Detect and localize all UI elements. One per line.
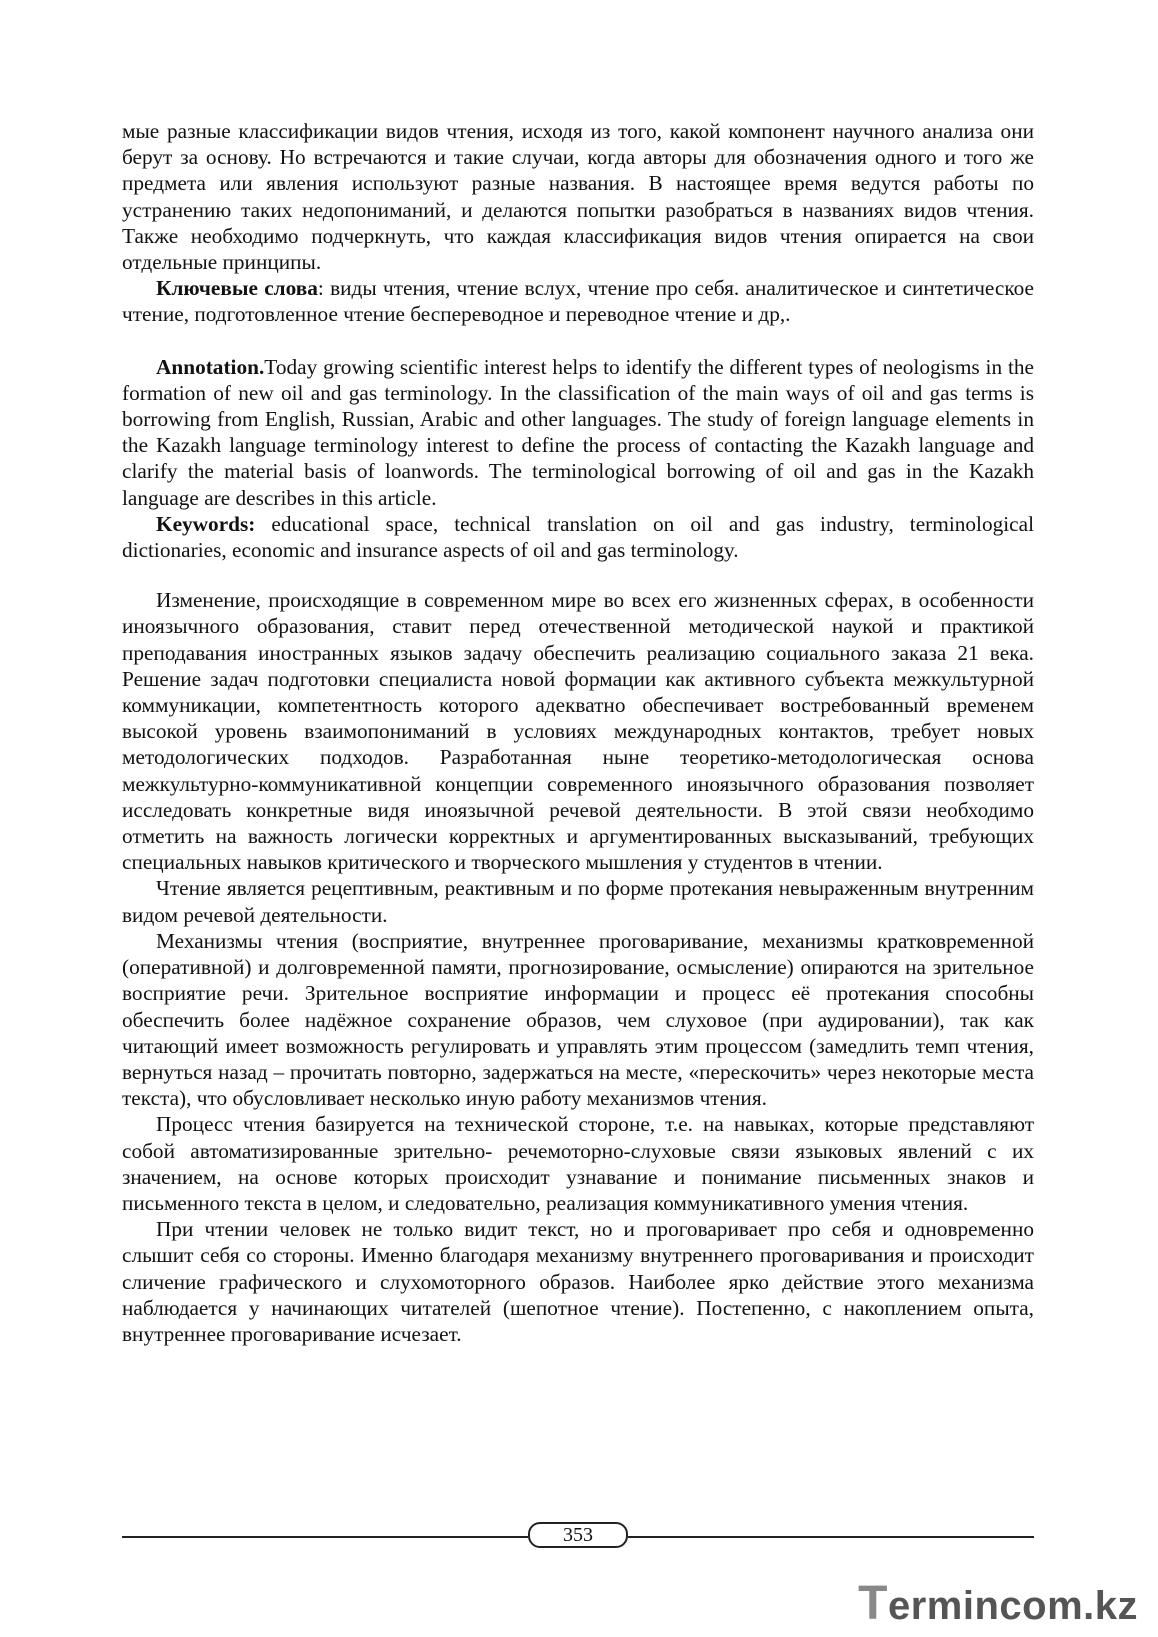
page-number: 353 [528,1522,628,1548]
keywords-ru-text: : виды чтения, чтение вслух, чтение про себя. аналитическое и синтетическое чтение, подготовленное чтение беспереводное и переводное чтение и др,. [122,276,1034,327]
keywords-ru-label: Ключевые слова [156,276,318,301]
body-paragraph: Чтение является рецептивным, реактивным и по форме протекания невыраженным внутренним видом речевой деятельности. [122,876,1034,927]
annotation-label: Annotation. [156,354,265,379]
annotation-text: Today growing scientific interest helps to identify the different types of neologisms in the formation of new oil and gas terminology. In the classification of the main ways of oil and gas terms is borrowing from English, Russian, Arabic and other languages. The study of foreign language elements in the Kazakh language terminology interest to define the process of contacting the Kazakh language and clarify the material basis of loanwords. The terminological borrowing of oil and gas in the Kazakh language are describes in this article. [122,354,1034,510]
watermark-logo: Termincom.kz [858,1577,1138,1630]
annotation-en [122,354,1034,511]
body-paragraph: Механизмы чтения (восприятие, внутреннее проговаривание, механизмы кратковременной (оперативной) и долговременной памяти, прогнозирование, осмысление) опираются на зрительное восприятие речи. Зрительное восприятие информации и процесс её протекания способны обеспечить более надёжное сохранение образов, чем слуховое (при аудировании), так как читающий имеет возможность регулировать и управлять этим процессом (замедлить темп чтения, вернуться назад – прочитать повторно, задержаться на месте, «перескочить» через некоторые места текста), что обусловливает несколько иную работу механизмов чтения. [122,928,1034,1111]
keywords-ru [122,275,1034,327]
keywords-en-text: educational space, technical translation on oil and gas industry, terminological dictionaries, economic and insurance aspects of oil and gas terminology. [122,511,1034,563]
keywords-en-label: Keywords: [156,511,256,536]
body-paragraph: Изменение, происходящие в современном мире во всех его жизненных сферах, в особенности иноязычного образования, ставит перед отечественной методической наукой и практикой преподавания иностранных языков задачу обеспечить реализацию социального заказа 21 века. Решение задач подготовки специалиста новой формации как активного субъекта межкультурной коммуникации, компетентность которого адекватно обеспечивает востребованный временем высокой уровень взаимопониманий в условиях международных контактов, требует новых методологических подходов. Разработанная ныне теоретико-методологическая основа межкультурно-коммуникативной концепции современного иноязычного образования позволяет исследовать конкретные видя иноязычной речевой деятельности. В этой связи необходимо отметить на важность логически корректных и аргументированных высказываний, требующих специальных навыков критического и творческого мышления у студентов в чтении. [122,588,1034,875]
page-footer [122,1522,1034,1552]
keywords-en [122,511,1034,563]
page-body [122,118,1034,1347]
abstract-ru-continuation: мые разные классификации видов чтения, исходя из того, какой компонент научного анализа они берут за основу. Но встречаются и такие случаи, когда авторы для обозначения одного и того же предмета или явления используют разные названия. В настоящее время ведутся работы по устранению таких недопониманий, и делаются попытки разобраться в названиях видов чтения. Также необходимо подчеркнуть, что каждая классификация видов чтения опирается на свои отдельные принципы. [122,119,1034,275]
footer-rule-left [122,1536,528,1538]
body-paragraph: При чтении человек не только видит текст, но и проговаривает про себя и одновременно слышит себя со стороны. Именно благодаря механизму внутреннего проговаривания и происходит сличение графического и слухомоторного образов. Наиболее ярко действие этого механизма наблюдается у начинающих читателей (шепотное чтение). Постепенно, с накоплением опыта, внутреннее проговаривание исчезает. [122,1217,1034,1346]
body-paragraph: Процесс чтения базируется на технической стороне, т.е. на навыках, которые представляют собой автоматизированные зрительно- речемоторно-слуховые связи языковых явлений с их значением, на основе которых происходит узнавание и понимание письменных знаков и письменного текста в целом, и следовательно, реализация коммуникативного умения чтения. [122,1112,1034,1215]
footer-rule-right [628,1536,1034,1538]
